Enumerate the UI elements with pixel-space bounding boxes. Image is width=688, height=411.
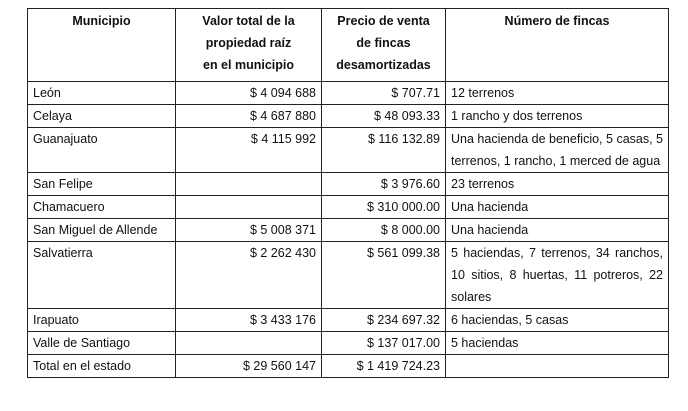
cell-valor: $ 4 115 992 [176, 128, 322, 173]
cell-municipio-total: Total en el estado [28, 355, 176, 378]
cell-valor [176, 332, 322, 355]
cell-fincas: 12 terrenos [446, 82, 669, 105]
cell-precio: $ 707.71 [322, 82, 446, 105]
header-valor-line-2: propiedad raíz [205, 36, 292, 50]
cell-valor: $ 4 687 880 [176, 105, 322, 128]
cell-fincas: 6 haciendas, 5 casas [446, 309, 669, 332]
cell-fincas-total [446, 355, 669, 378]
table-total-row [28, 355, 669, 378]
cell-fincas: 1 rancho y dos terrenos [446, 105, 669, 128]
header-precio-line-2: de fincas [356, 36, 411, 50]
table-header-row [28, 9, 669, 82]
cell-municipio: Valle de Santiago [28, 332, 176, 355]
cell-precio-total: $ 1 419 724.23 [322, 355, 446, 378]
cell-valor: $ 4 094 688 [176, 82, 322, 105]
table-row [28, 242, 669, 309]
header-valor-line-3: en el municipio [203, 58, 294, 72]
cell-fincas: Una hacienda [446, 196, 669, 219]
cell-precio: $ 561 099.38 [322, 242, 446, 309]
cell-precio: $ 310 000.00 [322, 196, 446, 219]
cell-municipio: San Felipe [28, 173, 176, 196]
header-precio-line-1: Precio de venta [337, 14, 430, 28]
cell-municipio: Celaya [28, 105, 176, 128]
cell-precio: $ 234 697.32 [322, 309, 446, 332]
cell-municipio: Chamacuero [28, 196, 176, 219]
table-row [28, 173, 669, 196]
table-row [28, 82, 669, 105]
cell-municipio: Salvatierra [28, 242, 176, 309]
cell-fincas: 5 haciendas, 7 terrenos, 34 ranchos, 10 sitios, 8 huertas, 11 potreros, 22 solares [446, 242, 669, 309]
cell-valor: $ 5 008 371 [176, 219, 322, 242]
cell-municipio: Irapuato [28, 309, 176, 332]
cell-valor: $ 2 262 430 [176, 242, 322, 309]
municipal-property-table [27, 8, 669, 378]
cell-municipio: San Miguel de Allende [28, 219, 176, 242]
header-valor-total [176, 9, 322, 82]
cell-municipio: León [28, 82, 176, 105]
cell-valor [176, 173, 322, 196]
cell-precio: $ 3 976.60 [322, 173, 446, 196]
cell-municipio: Guanajuato [28, 128, 176, 173]
cell-precio: $ 116 132.89 [322, 128, 446, 173]
table-row [28, 196, 669, 219]
cell-precio: $ 8 000.00 [322, 219, 446, 242]
header-precio-venta [322, 9, 446, 82]
cell-fincas: 5 haciendas [446, 332, 669, 355]
header-precio-line-3: desamortizadas [336, 58, 431, 72]
header-numero-fincas [446, 9, 669, 82]
table-row [28, 309, 669, 332]
cell-valor: $ 3 433 176 [176, 309, 322, 332]
cell-valor-total: $ 29 560 147 [176, 355, 322, 378]
header-fincas-line: Número de fincas [504, 14, 610, 28]
header-municipio-line: Municipio [72, 14, 131, 28]
cell-fincas: 23 terrenos [446, 173, 669, 196]
table-row [28, 105, 669, 128]
table-row [28, 128, 669, 173]
document-table-container [27, 8, 668, 378]
cell-fincas: Una hacienda [446, 219, 669, 242]
cell-fincas: Una hacienda de beneficio, 5 casas, 5 terrenos, 1 rancho, 1 merced de agua [446, 128, 669, 173]
header-municipio [28, 9, 176, 82]
cell-valor [176, 196, 322, 219]
table-row [28, 219, 669, 242]
cell-precio: $ 137 017.00 [322, 332, 446, 355]
table-row [28, 332, 669, 355]
header-valor-line-1: Valor total de la [202, 14, 295, 28]
cell-precio: $ 48 093.33 [322, 105, 446, 128]
